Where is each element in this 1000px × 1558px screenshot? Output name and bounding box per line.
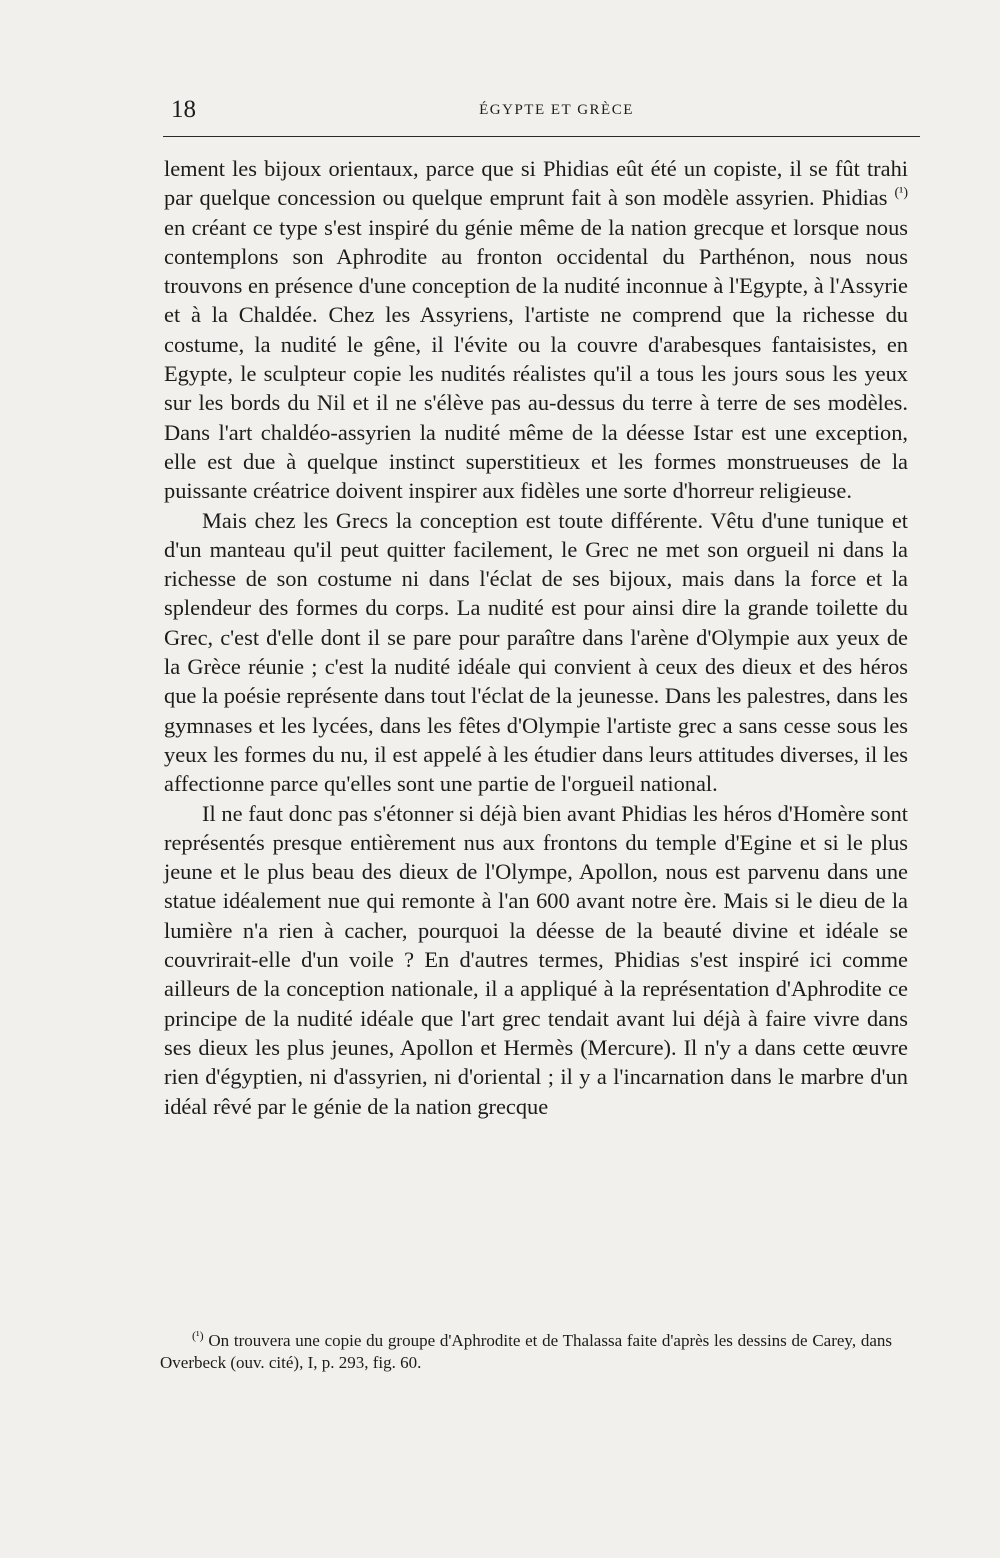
- paragraph-3: Il ne faut donc pas s'étonner si déjà bien avant Phidias les héros d'Homère sont représentés presque entièrement nus aux frontons du temple d'Egine et si le plus jeune et le plus beau des dieux de l'Olympe, Apollon, nous est parvenu dans une statue idéalement nue qui remonte à l'an 600 avant notre ère. Mais si le dieu de la lumière n'a rien à cacher, pourquoi la déesse de la beauté divine et idéale se couvrirait-elle d'un voile ? En d'autres termes, Phidias s'est inspiré ici comme ailleurs de la conception nationale, il a appliqué à la représentation d'Aphrodite ce principe de la nudité idéale que l'art grec tendait avant lui déjà à faire vivre dans ses dieux les plus jeunes, Apollon et Hermès (Mercure). Il n'y a dans cette œuvre rien d'égyptien, ni d'assyrien, ni d'oriental ; il y a l'incarnation dans le marbre d'un idéal rêvé par le génie de la nation grecque: [164, 800, 908, 1119]
- body-text: [164, 154, 908, 1121]
- paragraph-1-part-b: en créant ce type s'est inspiré du génie même de la nation grecque et lorsque nous contemplons son Aphrodite au fronton occidental du Parthénon, nous nous trouvons en présence d'une conception de la nudité inconnue à l'Egypte, à l'Assyrie et à la Chaldée. Chez les Assyriens, l'artiste ne comprend que la richesse du costume, la nudité le gêne, il l'évite ou la couvre d'arabesques fantaisistes, en Egypte, le sculpteur copie les nudités réalistes qu'il a tous les jours sous les yeux sur les bords du Nil et il ne s'élève pas au-dessus du terre à terre de ses modèles. Dans l'art chaldéo-assyrien la nudité même de la déesse Istar est une exception, elle est due à quelque instinct superstitieux et les formes monstrueuses de la puissante créatrice doivent inspirer aux fidèles une sorte d'horreur religieuse.: [164, 214, 908, 504]
- page-header: [163, 92, 920, 137]
- paragraph-1-part-a: lement les bijoux orientaux, parce que si Phidias eût été un copiste, il se fût trahi par quelque concession ou quelque emprunt fait à son modèle assyrien. Phidias: [164, 156, 908, 211]
- footnote: [160, 1330, 892, 1374]
- running-title: ÉGYPTE ET GRÈCE: [479, 102, 634, 118]
- footnote-mark: (¹): [192, 1328, 204, 1343]
- footnote-text: On trouvera une copie du groupe d'Aphrodite et de Thalassa faite d'après les dessins de Carey, dans Overbeck (ouv. cité), I, p. 293, fig. 60.: [160, 1331, 892, 1372]
- footnote-reference: (¹): [894, 185, 908, 201]
- page-number: 18: [171, 96, 196, 123]
- paragraph-1: [164, 154, 908, 506]
- paragraph-2: Mais chez les Grecs la conception est toute différente. Vêtu d'une tunique et d'un manteau qu'il peut quitter facilement, le Grec ne met son orgueil ni dans la richesse de son costume ni dans l'éclat de ses bijoux, mais dans la force et la splendeur des formes du corps. La nudité est pour ainsi dire la grande toilette du Grec, c'est d'elle dont il se pare pour paraître dans l'arène d'Olympie aux yeux de la Grèce réunie ; c'est la nudité idéale qui convient à ceux des dieux et des héros que la poésie représente dans tout l'éclat de la jeunesse. Dans les palestres, dans les gymnases et les lycées, dans les fêtes d'Olympie l'artiste grec a sans cesse sous les yeux les formes du nu, il est appelé à les étudier dans leurs attitudes diverses, il les affectionne parce qu'elles sont une partie de l'orgueil national.: [164, 507, 908, 797]
